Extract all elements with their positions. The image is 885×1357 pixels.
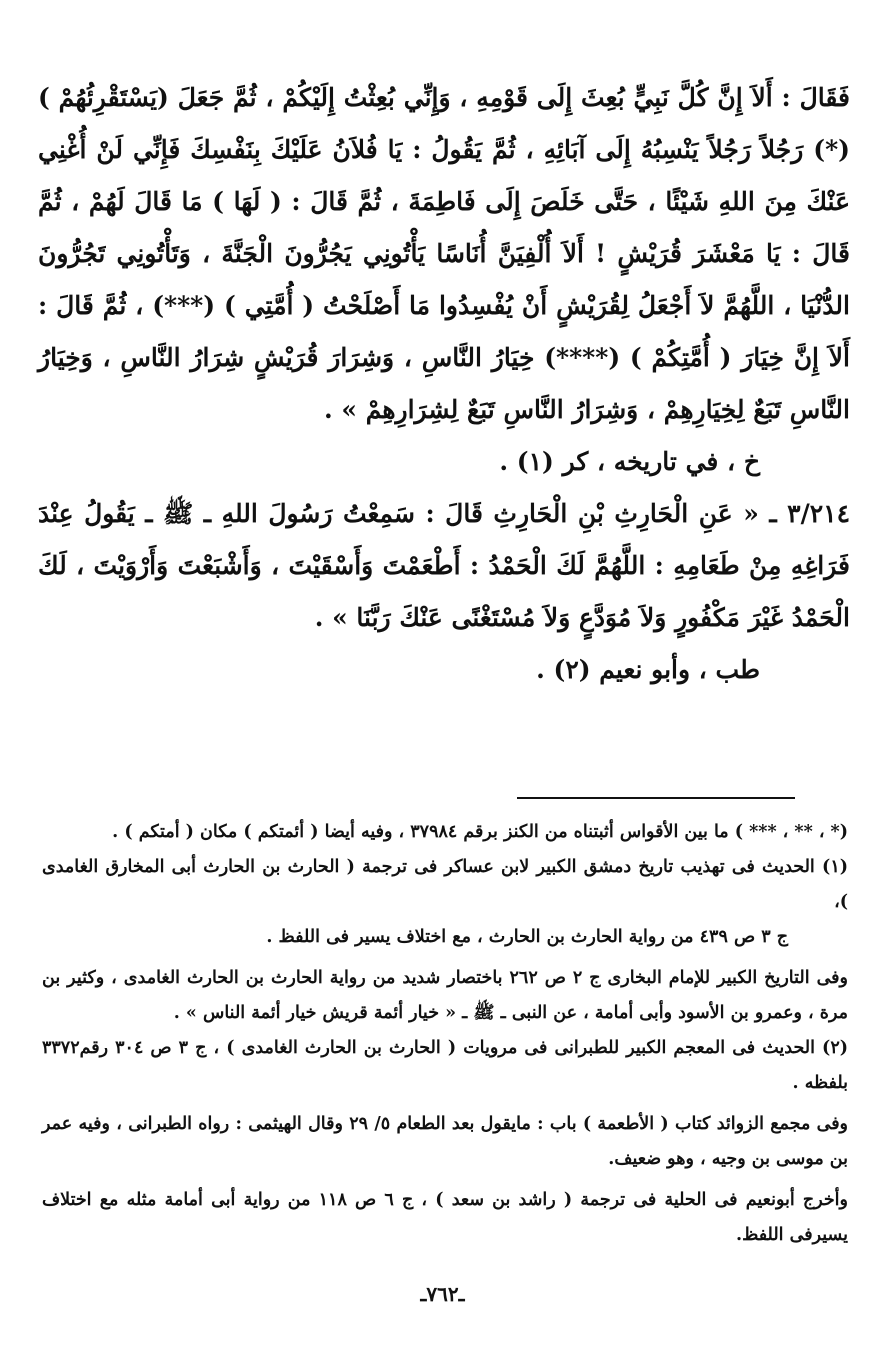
hadith-paragraph-2: ٣/٢١٤ ـ « عَنِ الْحَارِثِ بْنِ الْحَارِثِ قَالَ : سَمِعْتُ رَسُولَ اللهِ ـ ﷺ ـ يَقُولُ عِنْدَ فَرَاغِهِ مِنْ طَعَامِهِ : اللَّهُمَّ لَكَ الْحَمْدُ : أَطْعَمْتَ وَأَسْقَيْتَ ، وَأَشْبَعْتَ وَأَرْوَيْتَ ، لَكَ الْحَمْدُ غَيْرَ مَكْفُورٍ وَلاَ مُوَدَّعٍ وَلاَ مُسْتَغْنًى عَنْكَ رَبَّنَا » . xyxy=(38,499,850,632)
footnote-2-line-b: وفى مجمع الزوائد كتاب ( الأطعمة ) باب : مايقول بعد الطعام ٥/ ٢٩ وقال الهيثمى : رواه الطبرانى ، وفيه عمر بن موسى بن وجيه ، وهو ضعيف. xyxy=(42,1114,849,1169)
hadith-paragraph-1: فَقَالَ : أَلاَ إِنَّ كُلَّ نَبِيٍّ بُعِثَ إِلَى قَوْمِهِ ، وَإِنِّي بُعِثْتُ إِلَيْكُمْ ، ثُمَّ جَعَلَ (يَسْتَقْرِئُهُمْ ) (*) رَجُلاً رَجُلاً يَنْسِبُهُ إِلَى آبَائِهِ ، ثُمَّ يَقُولُ : يَا فُلاَنُ عَلَيْكَ بِنَفْسِكَ فَإِنِّي لَنْ أُغْنِي عَنْكَ مِنَ اللهِ شَيْئًا ، حَتَّى خَلَصَ إِلَى فَاطِمَةَ ، ثُمَّ قَالَ : ( لَهَا ) مَا قَالَ لَهُمْ ، ثُمَّ قَالَ : يَا مَعْشَرَ قُرَيْشٍ ! أَلاَ أُلْفِيَنَّ أُنَاسًا يَأْتُونِي يَجُرُّونَ الْجَنَّةَ ، وَتَأْتُونِي تَجُرُّونَ الدُّنْيَا ، اللَّهُمَّ لاَ أَجْعَلُ لِقُرَيْشٍ أَنْ يُفْسِدُوا مَا أَصْلَحْتُ ( أُمَّتِي ) (***) ، ثُمَّ قَالَ : أَلاَ إِنَّ خِيَارَ ( أُمَّتِكُمْ ) (****) خِيَارُ النَّاسِ ، وَشِرَارَ قُرَيْشٍ شِرَارُ النَّاسِ ، وَخِيَارُ النَّاسِ تَبَعٌ لِخِيَارِهِمْ ، وَشِرَارُ النَّاسِ تَبَعٌ لِشِرَارِهِمْ » . xyxy=(38,83,850,424)
footnote-1-line-b: ج ٣ ص ٤٣٩ من رواية الحارث بن الحارث ، مع اختلاف يسير فى اللفظ . xyxy=(266,927,788,947)
page-number: ـ٧٦٢ـ xyxy=(420,1282,465,1306)
hadith-source-2: طب ، وأبو نعيم (٢) . xyxy=(536,655,760,684)
main-text xyxy=(38,72,850,696)
footnote-2-line-c: وأخرج أبونعيم فى الحلية فى ترجمة ( راشد بن سعد ) ، ج ٦ ص ١١٨ من رواية أبى أمامة مثله مع اختلاف يسيرفى اللفظ. xyxy=(42,1190,848,1245)
footnotes xyxy=(42,815,848,1253)
footnote-star: (* ، ** ، *** ) ما بين الأقواس أثبتناه من الكنز برقم ٣٧٩٨٤ ، وفيه أيضا ( أئمتكم ) مكان ( أمتكم ) . xyxy=(112,822,848,842)
hadith-source-1: خ ، في تاريخه ، كر (١) . xyxy=(499,447,760,476)
footnote-1-line-a: (١) الحديث فى تهذيب تاريخ دمشق الكبير لابن عساكر فى ترجمة ( الحارث بن الحارث أبى المخارق الغامدى )، xyxy=(42,857,848,912)
footnote-separator xyxy=(517,797,795,799)
footnote-1-line-c: وفى التاريخ الكبير للإمام البخارى ج ٢ ص ٢٦٢ باختصار شديد من رواية الحارث بن الحارث الغامدى ، وكثير بن مرة ، وعمرو بن الأسود وأبى أمامة ، عن النبى ـ ﷺ ـ « خيار أئمة قريش خيار أئمة الناس » . xyxy=(42,968,848,1023)
footnote-2-line-a: (٢) الحديث فى المعجم الكبير للطبرانى فى مرويات ( الحارث بن الحارث الغامدى ) ، ج ٣ ص ٣٠٤ رقم٣٣٧٢ بلفظه . xyxy=(42,1038,848,1093)
